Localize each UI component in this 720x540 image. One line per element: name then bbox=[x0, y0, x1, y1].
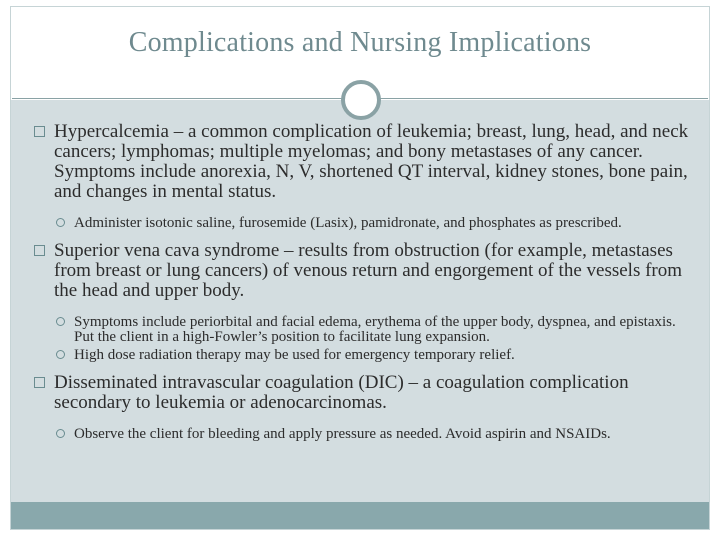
ring-bullet-icon bbox=[56, 218, 65, 227]
bullet-list bbox=[34, 122, 694, 442]
sub-bullet-list bbox=[74, 427, 694, 442]
sub-bullet-text: Administer isotonic saline, furosemide (Lasix), pamidronate, and phosphates as prescribed. bbox=[74, 215, 622, 231]
title-divider-right bbox=[380, 98, 708, 99]
sub-bullet-text: Observe the client for bleeding and apply pressure as needed. Avoid aspirin and NSAIDs. bbox=[74, 426, 611, 442]
sub-bullet-list bbox=[74, 315, 694, 363]
sub-bullet-text: High dose radiation therapy may be used for emergency temporary relief. bbox=[74, 347, 515, 363]
bullet-hypercalcemia bbox=[34, 122, 694, 241]
bullet-text: Superior vena cava syndrome – results from obstruction (for example, metastases from breast or lung cancers) of venous return and engorgement of the vessels from the head and upper body. bbox=[54, 240, 683, 301]
square-bullet-icon bbox=[34, 245, 45, 256]
ring-bullet-icon bbox=[56, 350, 65, 359]
ring-bullet-icon bbox=[56, 317, 65, 326]
title-divider-left bbox=[12, 98, 342, 99]
square-bullet-icon bbox=[34, 126, 45, 137]
slide-title: Complications and Nursing Implications bbox=[128, 27, 592, 58]
ring-bullet-icon bbox=[56, 429, 65, 438]
bullet-superior-vena-cava bbox=[34, 241, 694, 373]
bullet-dic bbox=[34, 373, 694, 442]
footer-bar bbox=[11, 502, 709, 529]
circle-ornament-icon bbox=[341, 80, 381, 120]
bullet-text: Disseminated intravascular coagulation (DIC) – a coagulation complication secondary to leukemia or adenocarcinomas. bbox=[54, 372, 629, 413]
sub-bullet-list bbox=[74, 216, 694, 231]
square-bullet-icon bbox=[34, 377, 45, 388]
sub-bullet-text: Symptoms include periorbital and facial edema, erythema of the upper body, dyspnea, and epistaxis. Put the client in a high-Fowler’s position to facilitate lung expansion. bbox=[74, 314, 676, 345]
bullet-text: Hypercalcemia – a common complication of leukemia; breast, lung, head, and neck cancers; lymphomas; multiple myelomas; and bony metastases of any cancer. Symptoms include anorexia, N, V, shortened QT interval, kidney stones, bone pain, and changes in mental status. bbox=[54, 121, 689, 202]
